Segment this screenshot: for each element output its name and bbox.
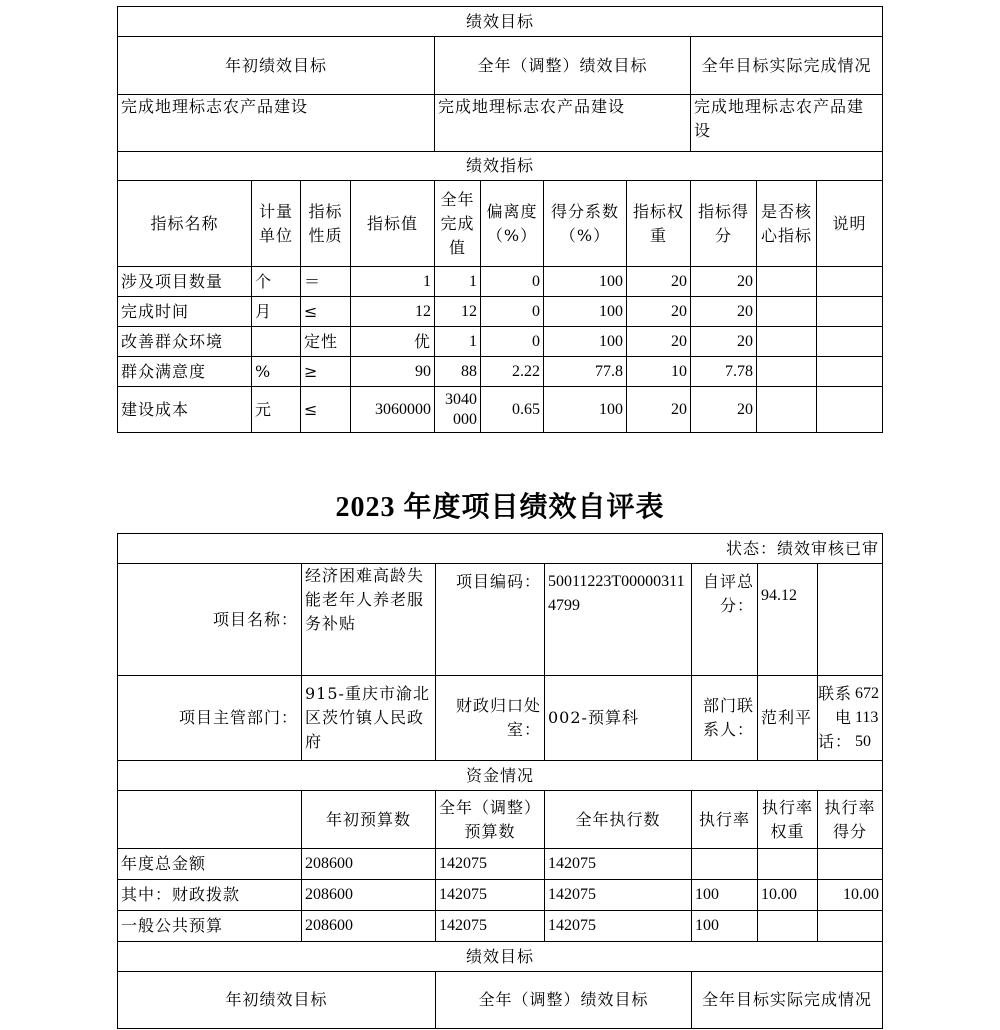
cell-target: 3060000 [351, 387, 435, 433]
cell-name: 涉及项目数量 [118, 267, 252, 297]
cell-target: 1 [351, 267, 435, 297]
dept-label: 项目主管部门： [118, 676, 302, 761]
cell-fund-type: 其中：财政拨款 [118, 880, 302, 911]
cell-note [817, 357, 883, 387]
cell-note [817, 327, 883, 357]
empty-cell [118, 791, 302, 849]
cell-coef: 100 [544, 387, 627, 433]
project-code-label: 项目编码： [436, 564, 545, 676]
col-executed: 全年执行数 [545, 791, 692, 849]
phone-label: 联系电话： [818, 684, 853, 751]
performance-indicator-table [117, 6, 883, 433]
cell-score: 20 [691, 327, 757, 357]
cell-name: 群众满意度 [118, 357, 252, 387]
cell-score: 20 [691, 387, 757, 433]
cell-executed: 142075 [545, 911, 692, 942]
cell-name: 改善群众环境 [118, 327, 252, 357]
col-completed-value: 全年完成值 [435, 181, 481, 267]
cell-score [818, 849, 883, 880]
table-row [118, 849, 883, 880]
cell-unit: % [252, 357, 301, 387]
cell-fund-type: 一般公共预算 [118, 911, 302, 942]
col-note: 说明 [817, 181, 883, 267]
cell-name: 完成时间 [118, 297, 252, 327]
cell-nature: ≥ [301, 357, 351, 387]
cell-core [757, 327, 817, 357]
cell-nature: ≤ [301, 297, 351, 327]
dept-value: 915-重庆市渝北区茨竹镇人民政府 [302, 676, 436, 761]
cell-core [757, 387, 817, 433]
goals-header: 绩效目标 [118, 942, 883, 972]
col-nature: 指标性质 [301, 181, 351, 267]
table-row [118, 911, 883, 942]
cell-name: 建设成本 [118, 387, 252, 433]
goal-col-adjusted: 全年（调整）绩效目标 [436, 972, 692, 1029]
goal-col-adjusted: 全年（调整）绩效目标 [435, 37, 691, 95]
col-exec-weight: 执行率权重 [758, 791, 818, 849]
goal-col-actual: 全年目标实际完成情况 [692, 972, 883, 1029]
col-adjusted-budget: 全年（调整）预算数 [436, 791, 545, 849]
cell-deviation: 0 [481, 267, 544, 297]
col-core: 是否核心指标 [757, 181, 817, 267]
col-deviation: 偏离度（%） [481, 181, 544, 267]
col-target-value: 指标值 [351, 181, 435, 267]
cell-unit [252, 327, 301, 357]
project-code-value: 50011223T000003114799 [545, 564, 692, 676]
cell-weight [758, 849, 818, 880]
table-row [118, 297, 883, 327]
cell-coef: 100 [544, 267, 627, 297]
cell-core [757, 297, 817, 327]
cell-weight [758, 911, 818, 942]
goal-col-actual: 全年目标实际完成情况 [691, 37, 883, 95]
cell-score: 20 [691, 267, 757, 297]
col-unit: 计量单位 [252, 181, 301, 267]
cell-score: 7.78 [691, 357, 757, 387]
page-title: 2023 年度项目绩效自评表 [335, 492, 665, 523]
cell-note [817, 387, 883, 433]
cell-core [757, 357, 817, 387]
col-exec-rate: 执行率 [692, 791, 758, 849]
col-indicator-name: 指标名称 [118, 181, 252, 267]
cell-target: 90 [351, 357, 435, 387]
cell-target: 12 [351, 297, 435, 327]
empty-cell [818, 564, 883, 676]
col-score: 指标得分 [691, 181, 757, 267]
cell-weight: 20 [627, 297, 691, 327]
finance-office-value: 002-预算科 [545, 676, 692, 761]
col-weight: 指标权重 [627, 181, 691, 267]
table-row [118, 387, 883, 433]
cell-score: 10.00 [818, 880, 883, 911]
goal-value-initial: 完成地理标志农产品建设 [118, 95, 435, 152]
goal-value-actual: 完成地理标志农产品建设 [691, 95, 883, 152]
status-text: 状态：绩效审核已审 [118, 534, 883, 564]
cell-coef: 77.8 [544, 357, 627, 387]
cell-coef: 100 [544, 297, 627, 327]
contact-label: 部门联系人： [692, 676, 758, 761]
cell-completed: 12 [435, 297, 481, 327]
cell-completed: 1 [435, 267, 481, 297]
cell-unit: 个 [252, 267, 301, 297]
goal-col-initial: 年初绩效目标 [118, 972, 436, 1029]
cell-rate [692, 849, 758, 880]
project-self-evaluation-table [117, 533, 883, 1029]
cell-weight: 20 [627, 327, 691, 357]
cell-initial: 208600 [302, 911, 436, 942]
cell-nature: 定性 [301, 327, 351, 357]
phone-cell [818, 676, 883, 761]
cell-executed: 142075 [545, 880, 692, 911]
cell-fund-type: 年度总金额 [118, 849, 302, 880]
col-score-coef: 得分系数（%） [544, 181, 627, 267]
cell-weight: 10 [627, 357, 691, 387]
cell-weight: 10.00 [758, 880, 818, 911]
cell-rate: 100 [692, 880, 758, 911]
cell-adjusted: 142075 [436, 880, 545, 911]
cell-target: 优 [351, 327, 435, 357]
cell-coef: 100 [544, 327, 627, 357]
cell-initial: 208600 [302, 849, 436, 880]
project-name-value: 经济困难高龄失能老年人养老服务补贴 [302, 564, 436, 676]
cell-rate: 100 [692, 911, 758, 942]
funds-header-row [118, 791, 883, 849]
cell-executed: 142075 [545, 849, 692, 880]
cell-initial: 208600 [302, 880, 436, 911]
cell-deviation: 2.22 [481, 357, 544, 387]
cell-note [817, 267, 883, 297]
indicators-header: 绩效指标 [118, 152, 883, 181]
cell-adjusted: 142075 [436, 849, 545, 880]
cell-score: 20 [691, 297, 757, 327]
cell-deviation: 0 [481, 327, 544, 357]
cell-unit: 元 [252, 387, 301, 433]
project-name-label: 项目名称： [118, 564, 302, 676]
goal-value-adjusted: 完成地理标志农产品建设 [435, 95, 691, 152]
cell-note [817, 297, 883, 327]
self-score-label: 自评总分： [692, 564, 758, 676]
table-row [118, 327, 883, 357]
cell-unit: 月 [252, 297, 301, 327]
cell-nature: ≤ [301, 387, 351, 433]
table-row [118, 880, 883, 911]
col-exec-score: 执行率得分 [818, 791, 883, 849]
goals-header: 绩效目标 [118, 7, 883, 37]
funds-header: 资金情况 [118, 761, 883, 791]
table-row [118, 267, 883, 297]
cell-nature: ＝ [301, 267, 351, 297]
col-initial-budget: 年初预算数 [302, 791, 436, 849]
goal-col-initial: 年初绩效目标 [118, 37, 435, 95]
cell-deviation: 0 [481, 297, 544, 327]
cell-weight: 20 [627, 387, 691, 433]
cell-core [757, 267, 817, 297]
self-score-value: 94.12 [758, 564, 818, 676]
cell-completed: 88 [435, 357, 481, 387]
cell-weight: 20 [627, 267, 691, 297]
indicator-header-row [118, 181, 883, 267]
cell-completed: 1 [435, 327, 481, 357]
finance-office-label: 财政归口处室： [436, 676, 545, 761]
cell-deviation: 0.65 [481, 387, 544, 433]
phone-value: 67211350 [855, 685, 879, 750]
cell-completed: 3040000 [435, 387, 481, 433]
cell-score [818, 911, 883, 942]
table-row [118, 357, 883, 387]
cell-adjusted: 142075 [436, 911, 545, 942]
contact-value: 范利平 [758, 676, 818, 761]
